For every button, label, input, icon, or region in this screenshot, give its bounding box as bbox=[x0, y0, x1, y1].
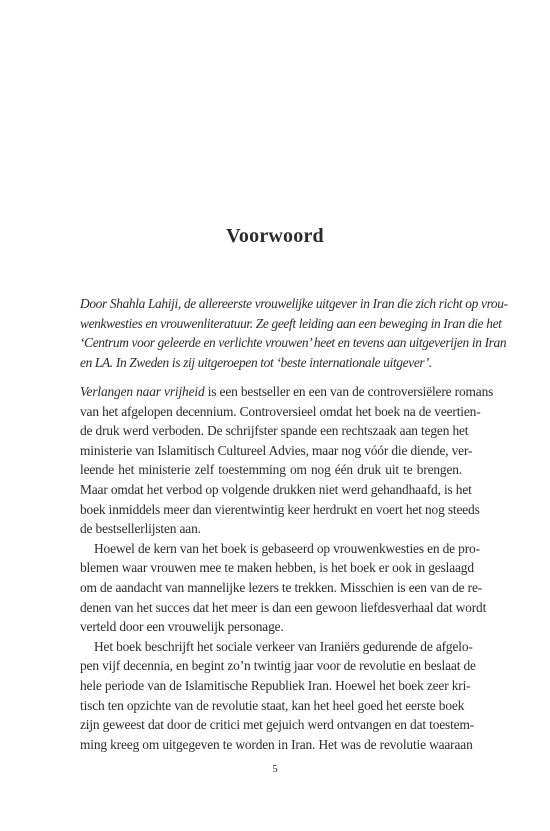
body-line: om de aandacht van mannelijke lezers te trekken. Misschien is een van de re- bbox=[80, 579, 483, 595]
page-number: 5 bbox=[272, 763, 278, 775]
body-line: boek inmiddels meer dan vierentwintig keer herdrukt en voert het nog steeds bbox=[80, 501, 480, 517]
book-title: Verlangen naar vrijheid bbox=[80, 384, 205, 399]
body-line: hele periode van de Islamitische Republiek Iran. Hoewel het boek zeer kri- bbox=[80, 677, 471, 693]
body-line: blemen waar vrouwen mee te maken hebben, is het boek er ook in geslaagd bbox=[80, 560, 474, 576]
body-line: de bestsellerlijsten aan. bbox=[80, 521, 201, 537]
body-line: Het boek beschrijft het sociale verkeer van Iraniërs gedurende de afgelo- bbox=[94, 638, 473, 654]
body-line: leende het ministerie zelf toestemming om nog één druk uit te brengen. bbox=[80, 462, 462, 478]
body-text bbox=[80, 382, 494, 754]
intro-line: Door Shahla Lahiji, de allereerste vrouwelijke uitgever in Iran die zich richt op vrou- bbox=[80, 296, 508, 311]
body-line: verteld door een vrouwelijk personage. bbox=[80, 619, 284, 635]
chapter-title: Voorwoord bbox=[226, 225, 324, 247]
intro-line: wenkwesties en vrouwenliteratuur. Ze geeft leiding aan een beweging in Iran die het bbox=[80, 315, 502, 331]
body-line: denen van het succes dat het meer is dan een gewoon liefdesverhaal dat wordt bbox=[80, 599, 487, 615]
body-line: pen vijf decennia, en begint zo’n twintig jaar voor de revolutie en beslaat de bbox=[80, 658, 476, 674]
intro-line: ‘Centrum voor geleerde en verlichte vrouwen’ heet en tevens aan uitgeverijen in Iran bbox=[80, 335, 507, 351]
body-line: van het afgelopen decennium. Controversieel omdat het boek na de veertien- bbox=[80, 403, 481, 419]
body-line: zijn geweest dat door de critici met gejuich werd ontvangen en dat toestem- bbox=[80, 717, 475, 733]
body-line: ministerie van Islamitisch Cultureel Advies, maar nog vóór die diende, ver- bbox=[80, 442, 473, 458]
body-line: Maar omdat het verbod op volgende drukken niet werd gehandhaafd, is het bbox=[80, 481, 472, 497]
body-line bbox=[80, 382, 494, 402]
intro-line: en LA. In Zweden is zij uitgeroepen tot ‘beste internationale uitgever’. bbox=[80, 354, 432, 370]
body-line: ming kreeg om uitgegeven te worden in Iran. Het was de revolutie waaraan bbox=[80, 736, 473, 752]
body-line-text: is een bestseller en een van de controversiëlere romans bbox=[204, 384, 494, 399]
body-line: tisch ten opzichte van de revolutie staat, kan het heel goed het eerste boek bbox=[80, 697, 465, 713]
intro-paragraph bbox=[80, 294, 508, 372]
body-line: Hoewel de kern van het boek is gebaseerd op vrouwenkwesties en de pro- bbox=[94, 540, 480, 556]
body-line: de druk werd verboden. De schrijfster spande een rechtszaak aan tegen het bbox=[80, 423, 469, 439]
